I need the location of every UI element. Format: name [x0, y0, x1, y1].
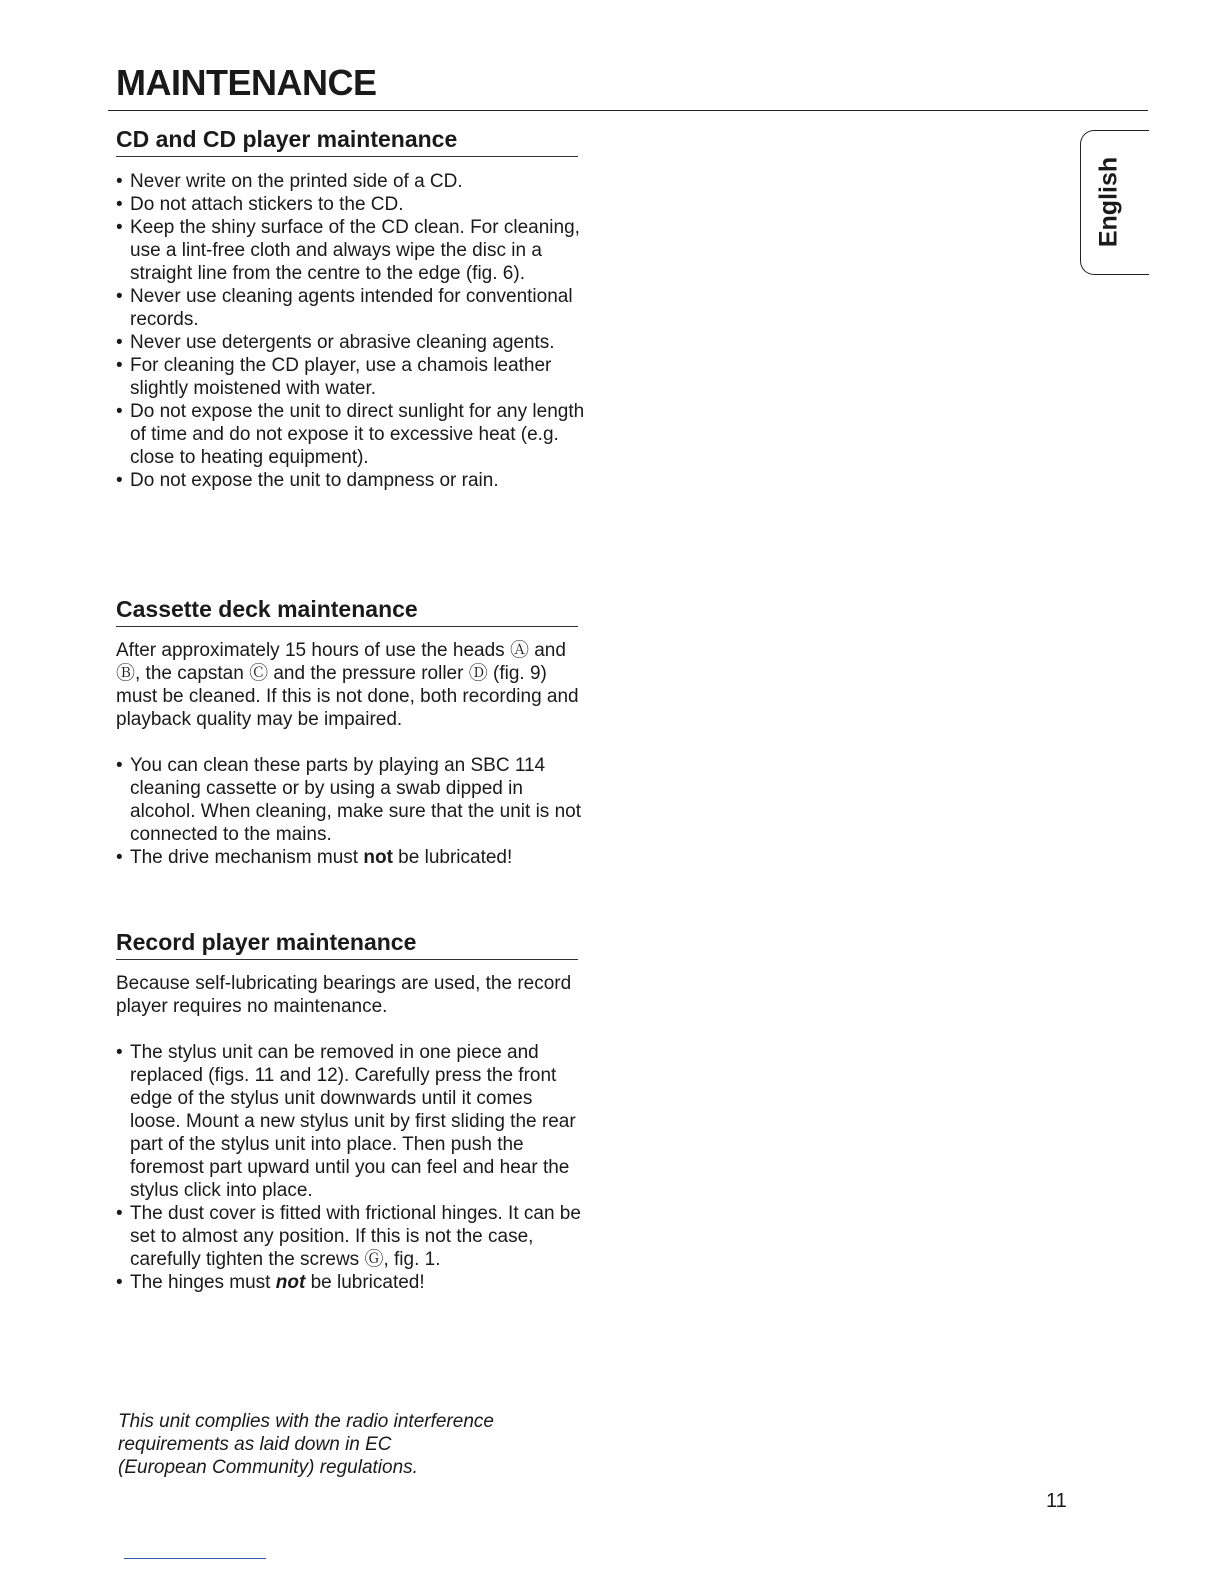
list-item: • Never use cleaning agents intended for conventional records.: [116, 285, 586, 331]
list-item: [116, 1271, 586, 1294]
list-item: • For cleaning the CD player, use a chamois leather slightly moistened with water.: [116, 354, 586, 400]
list-item-text: be lubricated!: [392, 847, 513, 868]
list-item: • You can clean these parts by playing an SBC 114 cleaning cassette or by using a swab dipped in alcohol. When cleaning, make sure that the unit is not connected to the mains.: [116, 754, 586, 846]
title-divider: [108, 110, 1148, 111]
list-item: • Do not expose the unit to direct sunlight for any length of time and do not expose it to excessive heat (e.g. close to heating equipment).: [116, 400, 586, 469]
record-intro: Because self-lubricating bearings are used, the record player requires no maintenance.: [116, 973, 572, 1017]
list-item: • Do not attach stickers to the CD.: [116, 193, 586, 216]
compliance-notice: [118, 1410, 578, 1479]
cassette-maintenance-list: [116, 754, 586, 869]
compliance-line: (European Community) regulations.: [118, 1457, 418, 1478]
cd-section-body: [116, 170, 586, 492]
record-maintenance-list: [116, 1041, 586, 1294]
cd-section-heading: CD and CD player maintenance: [116, 124, 578, 157]
footer-rule: [124, 1558, 266, 1559]
emphasis-text: not: [363, 847, 393, 868]
page-number: 11: [1046, 1490, 1067, 1512]
list-item: • The dust cover is fitted with frictional hinges. It can be set to almost any position. If this is not the case, carefully tighten the screws Ⓖ, fig. 1.: [116, 1202, 586, 1271]
cassette-intro: After approximately 15 hours of use the heads Ⓐ and Ⓑ, the capstan Ⓒ and the pressure roller Ⓓ (fig. 9) must be cleaned. If this is not done, both recording and playback quality may be impaired.: [116, 640, 579, 730]
record-section-body: [116, 972, 586, 1294]
list-item-text: The drive mechanism must: [130, 847, 364, 868]
list-item: • Do not expose the unit to dampness or rain.: [116, 469, 586, 492]
emphasis-text: not: [275, 1272, 306, 1293]
compliance-line: This unit complies with the radio interference: [118, 1411, 494, 1432]
list-item: [116, 846, 586, 869]
list-item: • Never use detergents or abrasive cleaning agents.: [116, 331, 586, 354]
list-item: • Keep the shiny surface of the CD clean. For cleaning, use a lint-free cloth and always wipe the disc in a straight line from the centre to the edge (fig. 6).: [116, 216, 586, 285]
list-item-text: be lubricated!: [305, 1272, 425, 1293]
cassette-section-body: [116, 639, 586, 869]
list-item: • The stylus unit can be removed in one piece and replaced (figs. 11 and 12). Carefully press the front edge of the stylus unit downwards until it comes loose. Mount a new stylus unit by first sliding the rear part of the stylus unit into place. Then push the foremost part upward until you can feel and hear the stylus click into place.: [116, 1041, 586, 1202]
language-tab-label: English: [1094, 156, 1123, 248]
compliance-line: requirements as laid down in EC: [118, 1434, 392, 1455]
record-section-heading: Record player maintenance: [116, 927, 578, 960]
cassette-section-heading: Cassette deck maintenance: [116, 594, 578, 627]
cd-maintenance-list: [116, 170, 586, 492]
list-item-text: The hinges must: [130, 1272, 276, 1293]
page-title: MAINTENANCE: [116, 62, 377, 103]
list-item: • Never write on the printed side of a CD.: [116, 170, 586, 193]
